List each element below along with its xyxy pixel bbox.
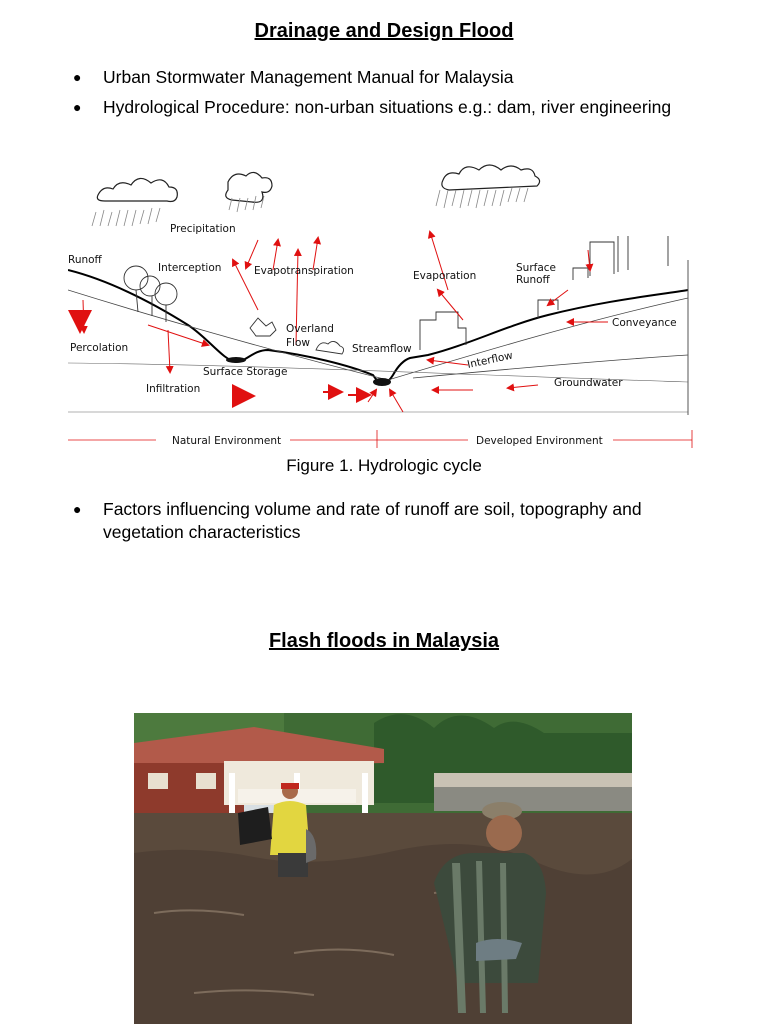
label-conveyance: Conveyance [612, 317, 677, 329]
list-item [70, 498, 690, 544]
label-percolation: Percolation [70, 342, 129, 354]
bullet-list-references [70, 66, 671, 126]
list-item [70, 66, 671, 89]
figure-caption: Figure 1. Hydrologic cycle [286, 456, 482, 475]
label-streamflow: Streamflow [352, 343, 412, 355]
label-natural-environment: Natural Environment [172, 435, 282, 447]
label-developed-environment: Developed Environment [476, 435, 603, 447]
ground-surface-line [68, 270, 688, 383]
flood-photo-illustration [134, 713, 632, 1024]
hydrologic-cycle-diagram [68, 150, 698, 450]
label-surface-storage: Surface Storage [203, 366, 288, 378]
bullet-list-runoff-factors [70, 498, 690, 544]
buildings-icon [420, 236, 668, 350]
page-title: Drainage and Design Flood [254, 20, 514, 42]
label-evapotranspiration: Evapotranspiration [254, 265, 354, 277]
bullet-text: Hydrological Procedure: non-urban situations e.g.: dam, river engineering [103, 97, 672, 117]
bullet-text: Urban Stormwater Management Manual for Malaysia [103, 67, 514, 87]
bullet-icon: ● [73, 99, 82, 115]
rain-icon [92, 188, 528, 226]
flood-photo [134, 713, 632, 1024]
bullet-text: Factors influencing volume and rate of runoff are soil, topography and vegetation characteristics [103, 499, 642, 542]
label-surface-runoff: Surface [516, 262, 557, 274]
list-item [70, 96, 671, 119]
label-runoff: Runoff [68, 254, 102, 266]
label-precipitation: Precipitation [170, 223, 236, 235]
label-overland-flow: Overland [286, 323, 334, 335]
label-groundwater: Groundwater [554, 377, 623, 389]
bullet-icon: ● [73, 69, 82, 85]
tree-icon [124, 266, 344, 354]
label-overland-flow-2: Flow [286, 337, 310, 349]
label-infiltration: Infiltration [146, 383, 201, 395]
label-surface-runoff-2: Runoff [516, 274, 550, 286]
label-evaporation: Evaporation [413, 270, 477, 282]
label-interflow: Interflow [466, 349, 514, 371]
bullet-icon: ● [73, 501, 82, 517]
section-title-flash-floods: Flash floods in Malaysia [268, 630, 500, 652]
label-interception: Interception [158, 262, 222, 274]
cloud-icon [97, 165, 539, 202]
hydrologic-cycle-svg [68, 150, 698, 450]
